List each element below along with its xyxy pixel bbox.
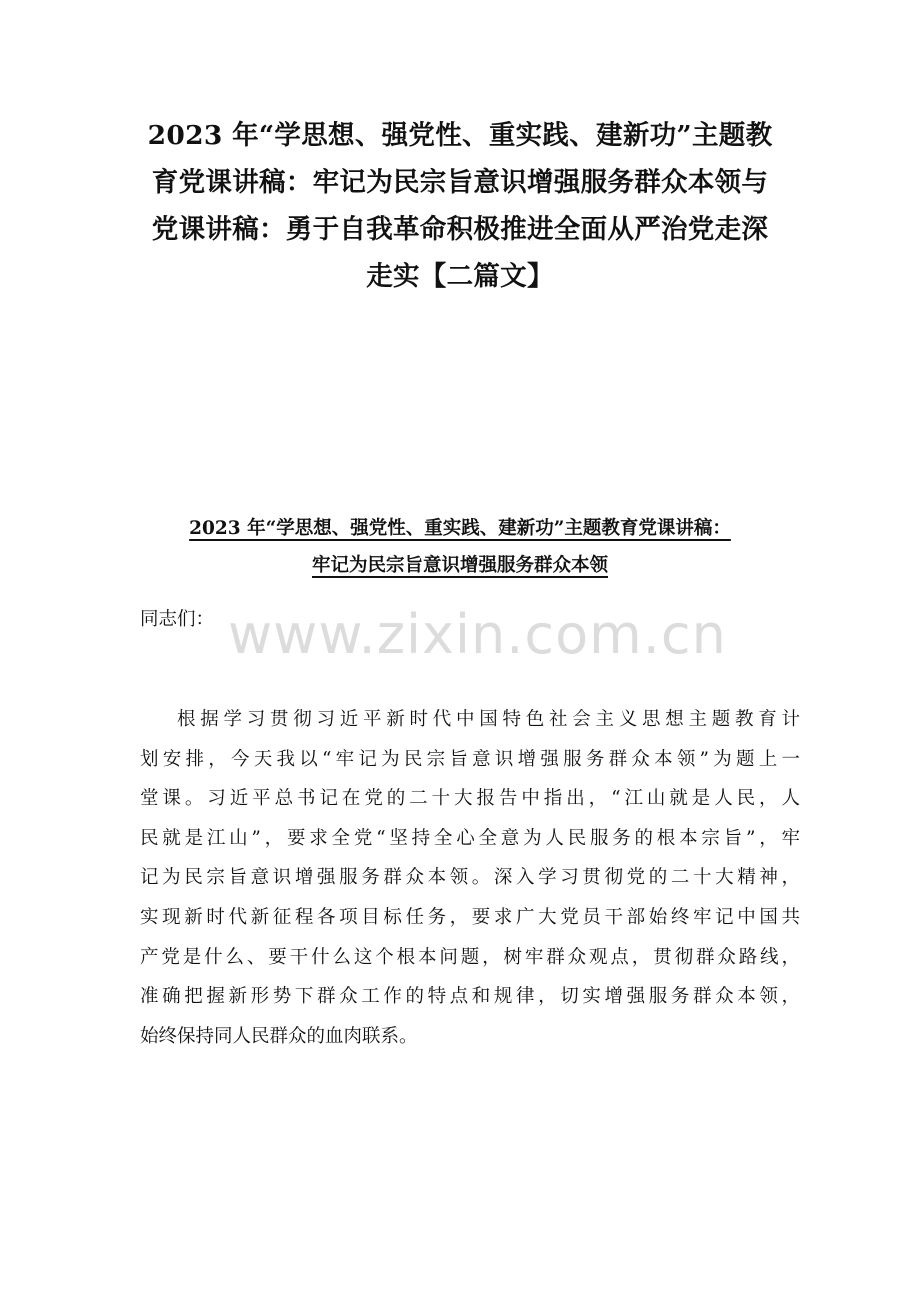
paragraph-line: 产党是什么、要干什么这个根本问题，树牢群众观点，贯彻群众路线， bbox=[140, 946, 800, 968]
paragraph-line: 根据学习贯彻习近平新时代中国特色社会主义思想主题教育计 bbox=[177, 709, 800, 730]
paragraph-line: 划安排，今天我以“牢记为民宗旨意识增强服务群众本领”为题上一 bbox=[140, 748, 800, 770]
paragraph-line: 记为民宗旨意识增强服务群众本领。深入学习贯彻党的二十大精神， bbox=[140, 867, 800, 889]
watermark-text: www.zixin.com.cn bbox=[228, 603, 727, 666]
main-title-line: 走实【二篇文】 bbox=[366, 261, 554, 292]
paragraph-line: 民就是江山”，要求全党“坚持全心全意为人民服务的根本宗旨”，牢 bbox=[140, 827, 800, 849]
paragraph-line: 堂课。习近平总书记在党的二十大报告中指出，“江山就是人民，人 bbox=[140, 788, 800, 810]
main-title-line: 党课讲稿：勇于自我革命积极推进全面从严治党走深 bbox=[151, 214, 769, 245]
paragraph-line: 始终保持同人民群众的血肉联系。 bbox=[140, 1025, 418, 1047]
main-title-line: 育党课讲稿：牢记为民宗旨意识增强服务群众本领与 bbox=[151, 167, 769, 198]
paragraph-line: 准确把握新形势下群众工作的特点和规律，切实增强服务群众本领， bbox=[140, 986, 800, 1008]
body-paragraph bbox=[140, 700, 800, 1056]
paragraph-line: 实现新时代新征程各项目标任务，要求广大党员干部始终牢记中国共 bbox=[140, 906, 800, 928]
main-title-line: 2023 年“学思想、强党性、重实践、建新功”主题教 bbox=[147, 120, 773, 151]
section-title-line: 牢记为民宗旨意识增强服务群众本领 bbox=[311, 555, 608, 576]
greeting: 同志们： bbox=[140, 609, 215, 630]
document-main-title bbox=[130, 112, 790, 300]
section-title bbox=[138, 510, 782, 584]
section-title-line: 2023 年“学思想、强党性、重实践、建新功”主题教育党课讲稿： bbox=[189, 518, 731, 539]
